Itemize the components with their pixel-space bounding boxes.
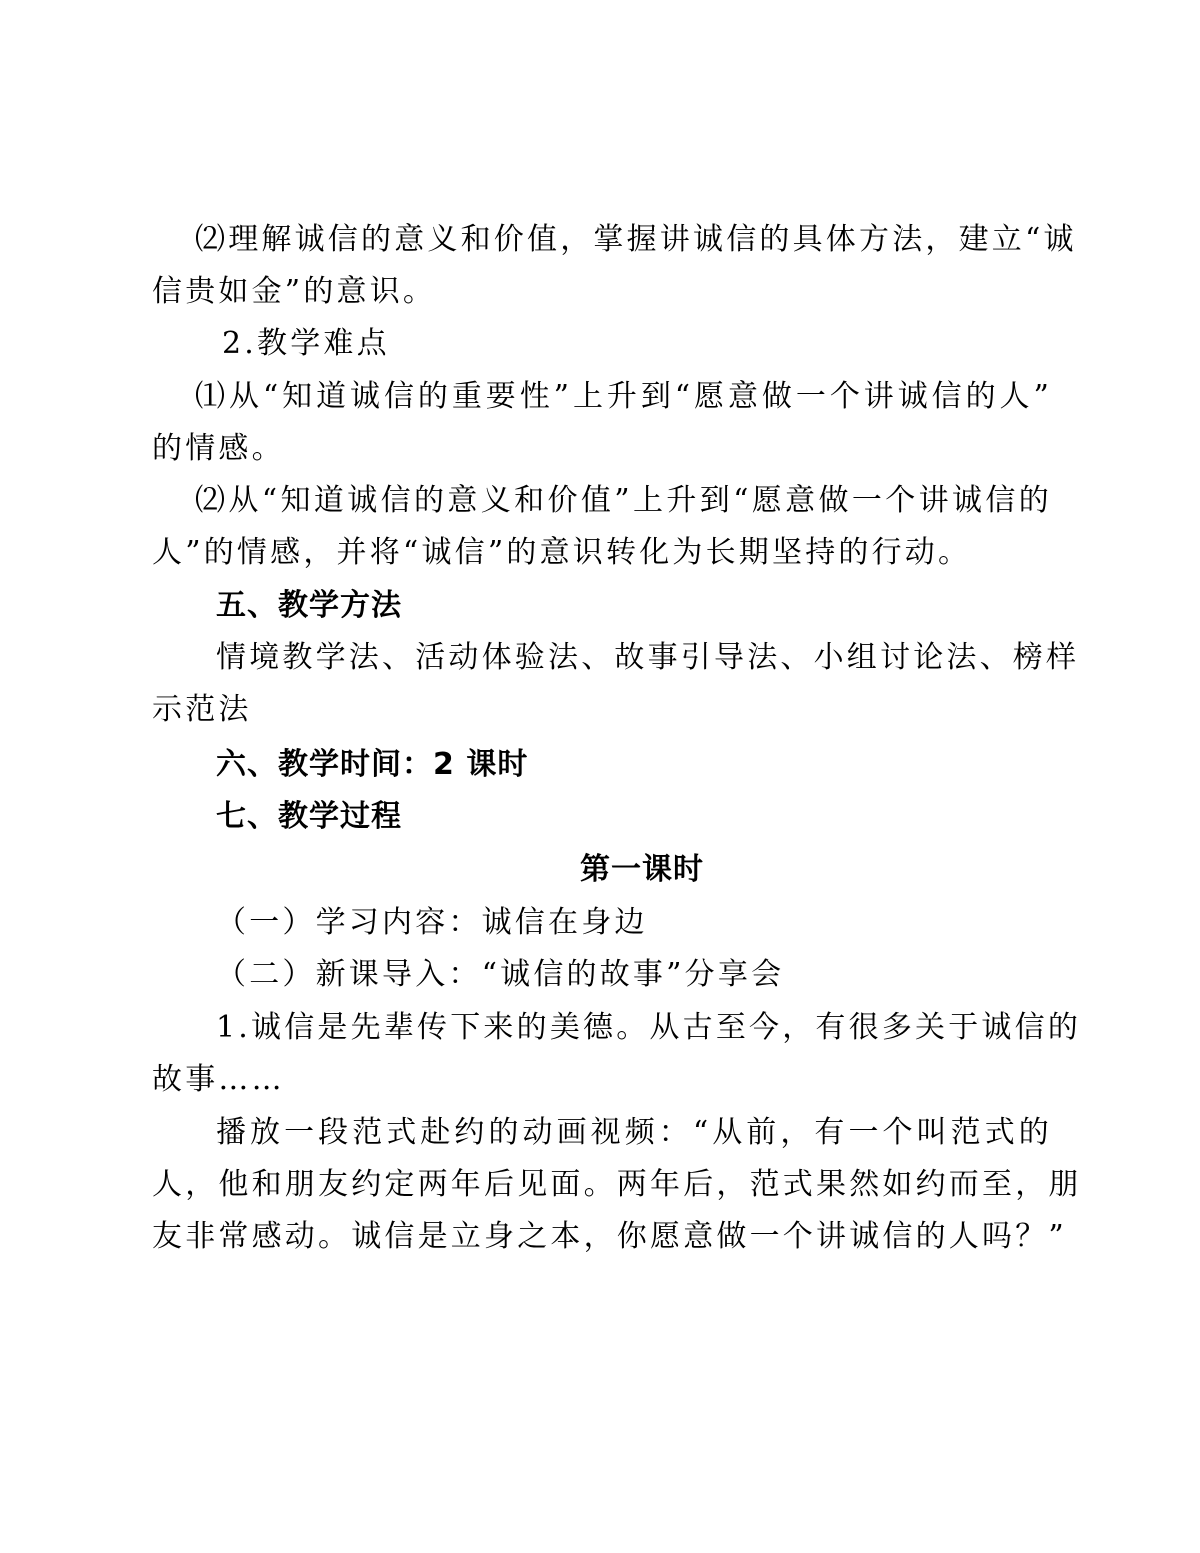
section-heading: 五、教学方法 xyxy=(216,588,402,623)
paragraph-line: 人”的情感，并将“诚信”的意识转化为长期坚持的行动。 xyxy=(152,535,972,570)
paragraph-line: 播放一段范式赴约的动画视频：“从前，有一个叫范式的 xyxy=(216,1115,1052,1150)
lesson-title: 第一课时 xyxy=(580,852,704,887)
paragraph-line: ⑴从“知道诚信的重要性”上升到“愿意做一个讲诚信的人” xyxy=(195,379,1052,414)
paragraph-line: 故事…… xyxy=(152,1062,285,1097)
paragraph-line: 人，他和朋友约定两年后见面。两年后，范式果然如约而至，朋 xyxy=(152,1167,1082,1202)
paragraph-line: 示范法 xyxy=(152,692,252,727)
subsection-heading: （二）新课导入：“诚信的故事”分享会 xyxy=(216,957,785,992)
section-heading: 2.教学难点 xyxy=(222,326,390,361)
paragraph-line: ⑵从“知道诚信的意义和价值”上升到“愿意做一个讲诚信的 xyxy=(195,483,1052,518)
subsection-heading: （一）学习内容：诚信在身边 xyxy=(216,905,648,940)
section-heading: 七、教学过程 xyxy=(216,799,402,834)
section-heading: 六、教学时间：2 课时 xyxy=(216,747,529,782)
paragraph-line: 1.诚信是先辈传下来的美德。从古至今，有很多关于诚信的 xyxy=(216,1010,1082,1045)
paragraph-line: 情境教学法、活动体验法、故事引导法、小组讨论法、榜样 xyxy=(216,640,1080,675)
paragraph-line: 的情感。 xyxy=(152,431,285,466)
paragraph-line: 友非常感动。诚信是立身之本，你愿意做一个讲诚信的人吗？” xyxy=(152,1219,1067,1254)
paragraph-line: ⑵理解诚信的意义和价值，掌握讲诚信的具体方法，建立“诚 xyxy=(195,222,1077,257)
paragraph-line: 信贵如金”的意识。 xyxy=(152,274,437,309)
